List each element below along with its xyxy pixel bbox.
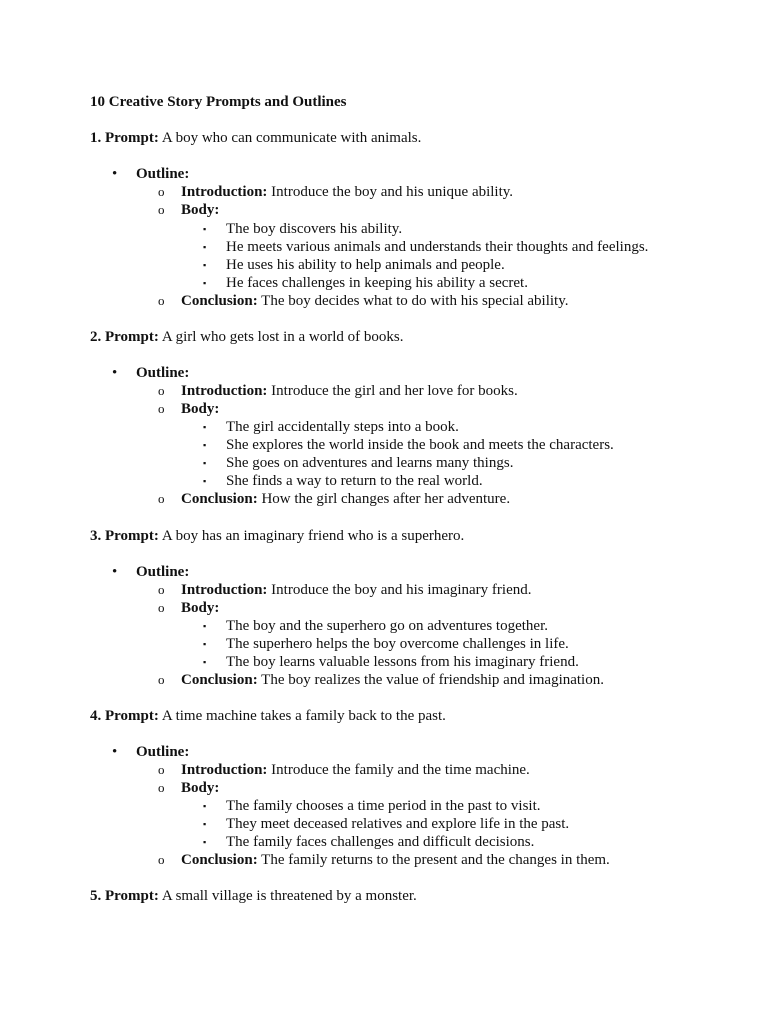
outline-body-heading: Body:	[181, 401, 220, 417]
bullet-square-icon: ▪	[203, 657, 207, 667]
bullet-circle-icon: o	[158, 762, 165, 777]
bullet-circle-icon: o	[158, 582, 165, 597]
bullet-circle-icon: o	[158, 401, 165, 416]
outline-body-item: The boy learns valuable lessons from his imaginary friend.	[226, 654, 579, 670]
bullet-square-icon: ▪	[203, 260, 207, 270]
prompt-text: A boy who can communicate with animals.	[161, 130, 422, 146]
bullet-circle-icon: o	[158, 293, 165, 308]
outline-body-heading: Body:	[181, 202, 220, 218]
bullet-square-icon: ▪	[203, 422, 207, 432]
outline-body-item: They meet deceased relatives and explore life in the past.	[226, 816, 570, 832]
outline-heading: Outline:	[136, 365, 190, 381]
bullet-square-icon: ▪	[203, 819, 207, 829]
bullet-square-icon: ▪	[203, 639, 207, 649]
prompt-number: 2.	[90, 329, 102, 345]
outline-body-item: The family chooses a time period in the past to visit.	[226, 798, 541, 814]
outline-heading: Outline:	[136, 744, 190, 760]
outline-body-item: She goes on adventures and learns many things.	[226, 455, 514, 471]
outline-conclusion: Conclusion: The boy decides what to do with his special ability.	[181, 293, 569, 309]
bullet-square-icon: ▪	[203, 278, 207, 288]
prompt-label: Prompt:	[105, 130, 159, 146]
prompt-4	[90, 707, 446, 725]
bullet-disc-icon: •	[112, 365, 118, 381]
bullet-circle-icon: o	[158, 600, 165, 615]
prompt-number: 5.	[90, 888, 102, 904]
prompt-label: Prompt:	[105, 888, 159, 904]
bullet-circle-icon: o	[158, 491, 165, 506]
outline-body-item: He uses his ability to help animals and people.	[226, 257, 505, 273]
outline-introduction: Introduction: Introduce the boy and his unique ability.	[181, 184, 514, 200]
outline-heading: Outline:	[136, 564, 190, 580]
prompt-label: Prompt:	[105, 708, 159, 724]
outline-body-item: The boy discovers his ability.	[226, 221, 403, 237]
bullet-circle-icon: o	[158, 184, 165, 199]
prompt-text: A time machine takes a family back to the past.	[161, 708, 446, 724]
outline-introduction: Introduction: Introduce the girl and her love for books.	[181, 383, 518, 399]
outline-body-heading: Body:	[181, 780, 220, 796]
outline-body-item: He meets various animals and understands their thoughts and feelings.	[226, 239, 649, 255]
outline-conclusion: Conclusion: How the girl changes after her adventure.	[181, 491, 511, 507]
prompt-text: A boy has an imaginary friend who is a superhero.	[161, 528, 465, 544]
bullet-circle-icon: o	[158, 383, 165, 398]
bullet-square-icon: ▪	[203, 458, 207, 468]
prompt-text: A girl who gets lost in a world of books.	[161, 329, 404, 345]
outline-body-item: She explores the world inside the book and meets the characters.	[226, 437, 614, 453]
bullet-disc-icon: •	[112, 166, 118, 182]
outline-body-item: The superhero helps the boy overcome challenges in life.	[226, 636, 569, 652]
bullet-square-icon: ▪	[203, 242, 207, 252]
outline-body-item: He faces challenges in keeping his ability a secret.	[226, 275, 528, 291]
outline-body-item: She finds a way to return to the real world.	[226, 473, 483, 489]
prompt-number: 4.	[90, 708, 102, 724]
prompt-text: A small village is threatened by a monster.	[161, 888, 417, 904]
prompt-label: Prompt:	[105, 329, 159, 345]
outline-heading: Outline:	[136, 166, 190, 182]
prompt-number: 3.	[90, 528, 102, 544]
document-title: 10 Creative Story Prompts and Outlines	[90, 94, 347, 110]
outline-body-item: The family faces challenges and difficult decisions.	[226, 834, 535, 850]
bullet-circle-icon: o	[158, 672, 165, 687]
prompt-5	[90, 887, 417, 905]
prompt-1	[90, 129, 421, 147]
bullet-square-icon: ▪	[203, 476, 207, 486]
bullet-square-icon: ▪	[203, 621, 207, 631]
bullet-disc-icon: •	[112, 564, 118, 580]
prompt-2	[90, 328, 403, 346]
outline-introduction: Introduction: Introduce the family and the time machine.	[181, 762, 530, 778]
bullet-circle-icon: o	[158, 202, 165, 217]
outline-body-heading: Body:	[181, 600, 220, 616]
outline-body-item: The boy and the superhero go on adventures together.	[226, 618, 548, 634]
outline-introduction: Introduction: Introduce the boy and his imaginary friend.	[181, 582, 532, 598]
prompt-number: 1.	[90, 130, 102, 146]
bullet-square-icon: ▪	[203, 801, 207, 811]
outline-body-item: The girl accidentally steps into a book.	[226, 419, 459, 435]
bullet-square-icon: ▪	[203, 837, 207, 847]
bullet-circle-icon: o	[158, 780, 165, 795]
bullet-square-icon: ▪	[203, 440, 207, 450]
outline-conclusion: Conclusion: The boy realizes the value of friendship and imagination.	[181, 672, 604, 688]
prompt-3	[90, 527, 464, 545]
outline-conclusion: Conclusion: The family returns to the present and the changes in them.	[181, 852, 610, 868]
prompt-label: Prompt:	[105, 528, 159, 544]
bullet-square-icon: ▪	[203, 224, 207, 234]
bullet-disc-icon: •	[112, 744, 118, 760]
bullet-circle-icon: o	[158, 852, 165, 867]
